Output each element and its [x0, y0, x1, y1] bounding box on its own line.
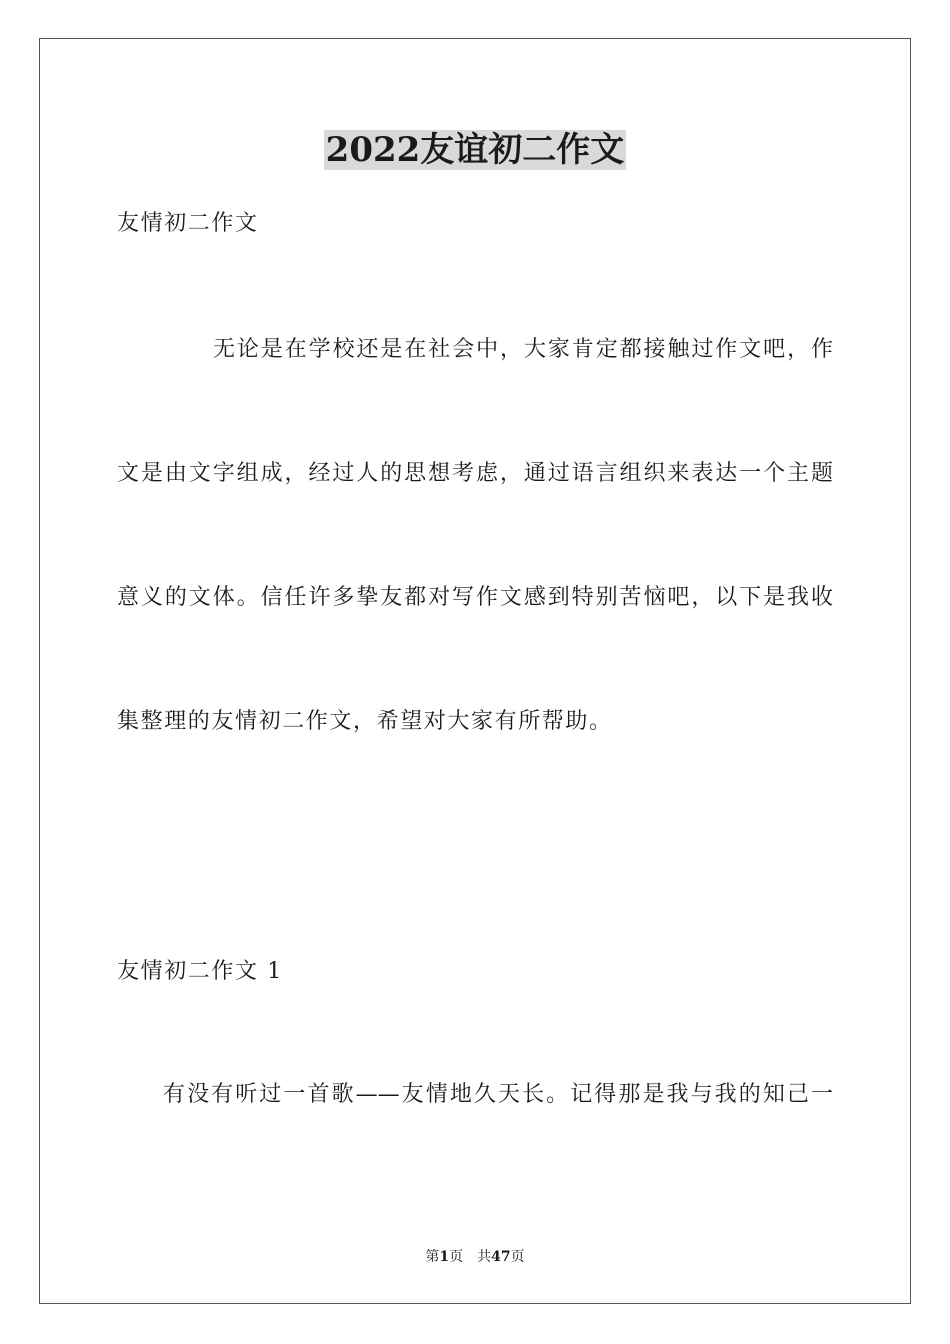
intro-line-4: 集整理的友情初二作文，希望对大家有所帮助。 — [117, 709, 613, 734]
footer-page-number: 1 — [439, 1249, 450, 1265]
footer-page-suffix: 页 — [510, 1249, 525, 1265]
section-first-line: 有没有听过一首歌——友情地久天长。记得那是我与我的知己一 — [163, 1082, 833, 1107]
intro-line-1: 无论是在学校还是在社会中，大家肯定都接触过作文吧，作 — [213, 337, 833, 362]
footer-page-mid: 页 共 — [449, 1249, 492, 1265]
intro-line-3: 意义的文体。信任许多挚友都对写作文感到特别苦恼吧，以下是我收 — [117, 585, 833, 610]
section-heading: 友情初二作文 1 — [117, 959, 283, 984]
footer-total-pages: 47 — [491, 1249, 511, 1265]
document-subtitle: 友情初二作文 — [117, 211, 259, 236]
document-title — [0, 128, 950, 172]
intro-line-2: 文是由文字组成，经过人的思想考虑，通过语言组织来表达一个主题 — [117, 461, 833, 486]
footer-page-prefix: 第 — [425, 1249, 440, 1265]
page-footer — [0, 1248, 950, 1266]
document-title-text: 2022友谊初二作文 — [325, 130, 625, 170]
